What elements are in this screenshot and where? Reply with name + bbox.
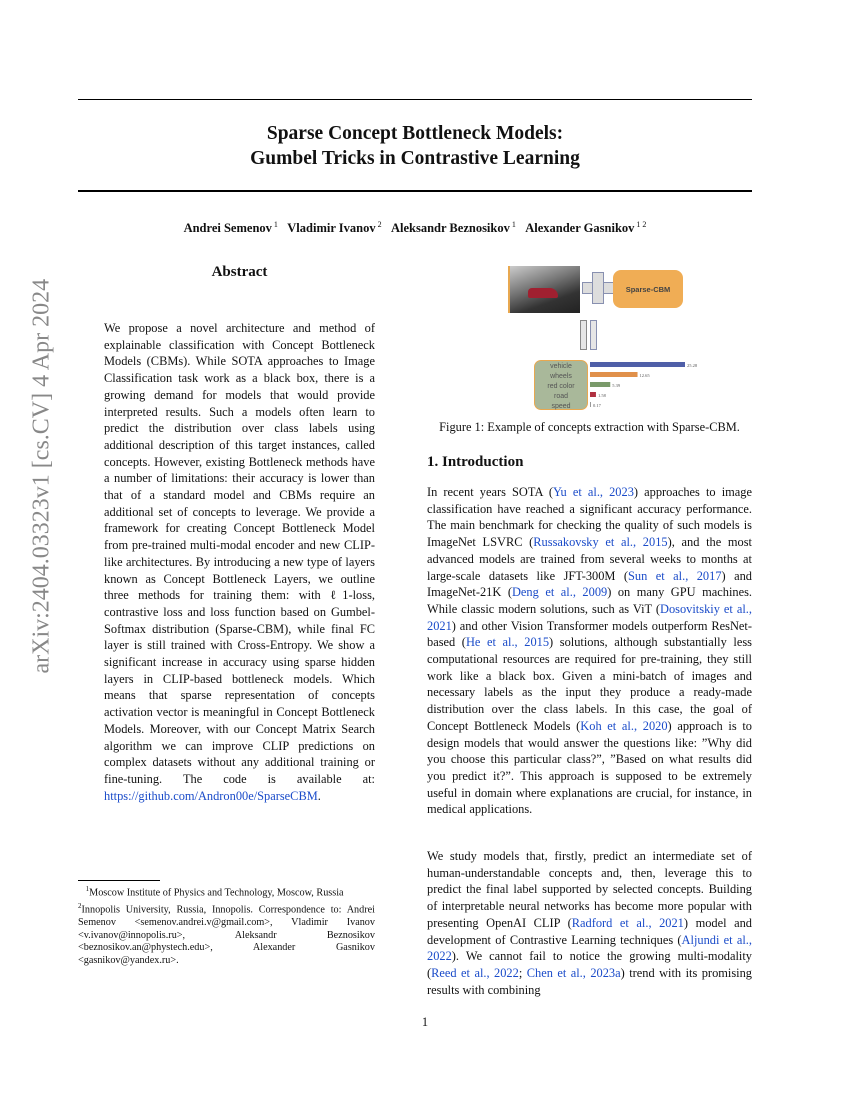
concept-label: speed xyxy=(551,403,571,410)
affiliation-mark: 1 xyxy=(271,220,278,229)
author: Vladimir Ivanov $^2$ xyxy=(287,220,382,236)
arxiv-stamp xyxy=(22,278,62,680)
concept-bar xyxy=(590,382,610,387)
citation-link[interactable]: Chen et al., 2023a xyxy=(526,965,621,980)
abstract-body: We propose a novel architecture and method of explainable classification with Concept Bottleneck Models (CBMs). While SOTA approaches to Image Classification task work as a black box, there is a growing demand for models that would provide interpreted results. Such a models often learn to predict the distribution over class labels using additional description of this target instances, called concepts. However, existing Bottleneck methods have a number of limitations: their accuracy is lower than that of a standard model and CBMs require an additional set of concepts to leverage. We provide a framework for creating Concept Bottleneck Model from pre-trained multi-modal encoder and new CLIP-like architectures. By introducing a new type of layers known as Concept Bottleneck Layers, we outline three methods for training them: with ℓ1-loss, contrastive loss and loss function based on Gumbel-Softmax distribution (Sparse-CBM), while final FC layer is still trained with Cross-Entropy. We show a significant increase in accuracy using sparse hidden layers in CLIP-based bottleneck models. Which means that sparse representation of concepts activation vector is meaningful in Concept Bottleneck Models. Moreover, with our Concept Matrix Search algorithm we can improve CLIP predictions on complex datasets without any additional training or fine-tuning. The code is available at: https://github.com/Andron00e/SparseCBM. xyxy=(104,321,375,803)
figure-1 xyxy=(500,264,715,414)
citation-link[interactable]: Russakovsky et al., 2015 xyxy=(533,535,668,550)
bar-value-label: 12.65 xyxy=(639,373,650,378)
author: Aleksandr Beznosikov $^1$ xyxy=(390,220,516,236)
title-line: Gumbel Tricks in Contrastive Learning xyxy=(250,148,580,169)
citation-link[interactable]: Sun et al., 2017 xyxy=(628,568,722,583)
concept-box xyxy=(534,360,588,410)
paragraph-text: ) and ImageNet-21K ( xyxy=(427,568,752,600)
paragraph-text: ), and the most advanced models are trained from several weeks to months at large-scale datasets like JFT-300M ( xyxy=(427,535,752,583)
code-link[interactable]: https://github.com/Andron00e/SparseCBM xyxy=(104,788,318,803)
concept-label: wheels xyxy=(550,373,572,380)
equals-icon xyxy=(580,320,587,350)
citation-link[interactable]: Dosovitskiy et al., 2021 xyxy=(427,601,752,633)
plus-icon-vertical xyxy=(592,272,604,304)
section-heading-introduction: 1. Introduction xyxy=(427,454,524,470)
paragraph-text: In recent years SOTA ( xyxy=(427,485,553,499)
equals-icon-bar xyxy=(590,320,597,350)
paragraph-text: ). We cannot fail to notice the growing multi-modality ( xyxy=(427,949,752,980)
citation-link[interactable]: Koh et al., 2020 xyxy=(580,718,668,733)
concept-label: vehicle xyxy=(550,363,572,370)
affiliation-mark: 1 xyxy=(509,220,516,229)
intro-paragraph-1 xyxy=(427,484,752,818)
bar-value-label: 1.58 xyxy=(597,393,606,398)
paragraph-text: ) approach is to design models that would answer the questions like: ”Why did you choose this particular class?”, ”Based on what results did you predict it?”. This approach is supposed to be extremely useful in domain where explanations are crucial, for instance, in medical applications. xyxy=(427,718,752,817)
paragraph-text: ) approaches to image classification have reached a significant accuracy performance. The main benchmark for checking the quality of such models is ImageNet LSVRC ( xyxy=(427,485,752,550)
citation-link[interactable]: Radford et al., 2021 xyxy=(571,915,684,930)
paper-title xyxy=(78,121,752,171)
paragraph-text: ) and other Vision Transformer models outperform ResNet-based ( xyxy=(427,618,752,650)
paragraph-text: ; xyxy=(518,965,527,980)
author-list xyxy=(78,220,752,236)
page-number: 1 xyxy=(421,1015,429,1029)
footnote-text: Moscow Institute of Physics and Technology, Moscow, Russia xyxy=(89,887,344,899)
concept-bar-chart xyxy=(590,360,715,410)
model-label: Sparse-CBM xyxy=(625,284,671,294)
title-rule xyxy=(78,190,752,192)
bar-value-label: 25.28 xyxy=(687,363,698,368)
citation-link[interactable]: Yu et al., 2023 xyxy=(552,485,634,499)
affiliation-mark: 2 xyxy=(375,220,382,229)
intro-paragraph-2 xyxy=(427,848,752,998)
footnote-text: Innopolis University, Russia, Innopolis. Correspondence to: Andrei Semenov <semenov.andrei.v@gmail.com>, Vladimir Ivanov <v.ivanov@innopolis.ru>, Aleksandr Beznosikov <beznosikov.an@phystech.edu>, Alexander Gasnikov <gasnikov@yandex.ru>. xyxy=(78,904,375,966)
arxiv-id: arXiv:2404.03323v1 [cs.CV] 4 Apr 2024 xyxy=(28,278,55,674)
bar-value-label: 5.39 xyxy=(612,383,621,388)
sparse-cbm-box xyxy=(613,270,683,308)
paragraph-text: ) on many GPU machines. While classic modern solutions, such as ViT ( xyxy=(427,585,752,616)
paragraph-text: ) solutions, although substantially less computational resources are required for pre-training, they still work like a black box. Given a mini-batch of images and necessary labels as the input they produce a ready-made distribution over the class labels. In this case, the goal of Concept Bottleneck Models ( xyxy=(427,635,752,733)
footnote-1: $^1$Moscow Institute of Physics and Technology, Moscow, Russia xyxy=(85,885,344,899)
author: Andrei Semenov $^1$ xyxy=(183,220,278,236)
concept-bar xyxy=(590,372,638,377)
paragraph-text: We study models that, firstly, predict an intermediate set of human-understandable concepts and, then, leverage this to predict the final label supported by selected concepts. Building of interpretable neural networks has become more popular with presenting OpenAI CLIP ( xyxy=(427,849,752,930)
citation-link[interactable]: Reed et al., 2022 xyxy=(431,965,519,980)
concept-label: road xyxy=(553,393,568,400)
top-rule xyxy=(78,99,752,100)
citation-link[interactable]: He et al., 2015 xyxy=(465,635,550,650)
concept-bar xyxy=(590,362,685,367)
figure-caption: Figure 1: Example of concepts extraction with Sparse-CBM. xyxy=(439,420,740,434)
citation-link[interactable]: Aljundi et al., 2022 xyxy=(427,932,752,964)
concept-bar xyxy=(590,402,591,407)
concept-label: red color xyxy=(547,383,575,390)
abstract-text: We propose a novel architecture and method of explainable classification with Concept Bottleneck Models (CBMs). While SOTA approaches to Image Classification task work as a black box, there is a growing demand for models that would provide interpreted results. Such a models often learn to predict the distribution over class labels using additional description of this target instances, called concepts. However, existing Bottleneck methods have a number of limitations: their accuracy is lower than that of a standard model and CBMs require an additional set of concepts to leverage. We provide a framework for creating Concept Bottleneck Model from pre-trained multi-modal encoder and new CLIP-like architectures. By introducing a new type of layers known as Concept Bottleneck Layers, we outline three methods for training them: with ℓ1-loss, contrastive loss and loss function based on Gumbel-Softmax distribution (Sparse-CBM), while final FC layer is still trained with Cross-Entropy. We show a significant increase in accuracy using sparse hidden layers in CLIP-based bottleneck models. Which means that sparse representation of concepts activation vector is meaningful in Concept Bottleneck Models. Moreover, with our Concept Matrix Search algorithm we can improve CLIP predictions on complex datasets without any additional training or fine-tuning. The code is available at: xyxy=(104,321,375,786)
paragraph-text: ) model and development of Contrastive Learning techniques ( xyxy=(427,915,752,947)
abstract-heading: Abstract xyxy=(211,264,268,280)
citation-link[interactable]: Deng et al., 2009 xyxy=(511,585,608,600)
car-image xyxy=(508,266,580,313)
paragraph-text: ) trend with its promising results with combining xyxy=(427,965,752,997)
footnotes xyxy=(78,883,375,967)
footnote-2: $^2$Innopolis University, Russia, Innopolis. Correspondence to: Andrei Semenov <semenov.andrei.v@gmail.com>, Vladimir Ivanov <v.ivanov@innopolis.ru>, Aleksandr Beznosikov <beznosikov.an@phystech.edu>, Alexander Gasnikov <gasnikov@yandex.ru>. xyxy=(78,901,375,966)
title-line: Sparse Concept Bottleneck Models: xyxy=(266,123,564,144)
bar-value-label: 0.17 xyxy=(593,403,601,408)
footnote-rule xyxy=(78,880,160,881)
author: Alexander Gasnikov $^{1 2}$ xyxy=(525,220,647,236)
concept-bar xyxy=(590,392,596,397)
affiliation-mark: 1 2 xyxy=(634,220,647,229)
